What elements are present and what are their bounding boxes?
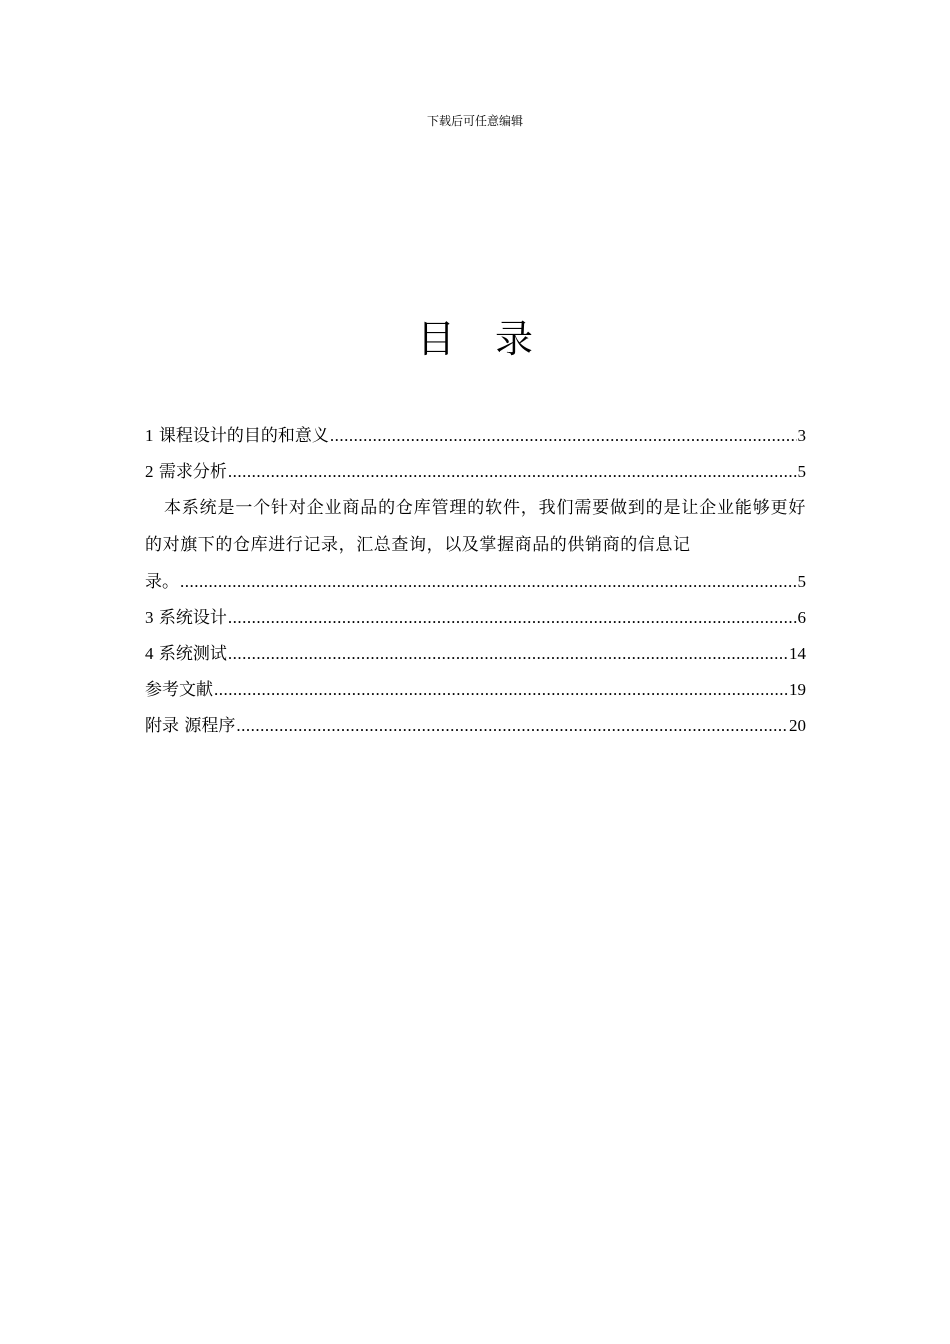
toc-entry-page: 3 (797, 426, 806, 445)
toc-leader-dots (228, 600, 797, 636)
toc-entry-number: 4 (145, 644, 154, 663)
toc-entry-label (145, 454, 227, 490)
toc-entry-text: 参考文献 (145, 680, 213, 700)
toc-entry-4[interactable] (145, 636, 806, 672)
toc-entry-text: 系统测试 (158, 644, 227, 664)
toc-entry-label (145, 600, 227, 636)
toc-entry-page: 6 (797, 608, 806, 627)
toc-entry-text: 需求分析 (158, 462, 227, 482)
table-of-contents (145, 418, 806, 744)
toc-leader-dots (228, 636, 788, 672)
toc-entry-page: 19 (789, 680, 806, 699)
toc-entry-number: 1 (145, 426, 154, 445)
header-note: 下载后可任意编辑 (426, 114, 523, 128)
toc-entry-label (145, 636, 227, 672)
toc-entry-3[interactable] (145, 600, 806, 636)
toc-entry-text: 系统设计 (158, 608, 227, 628)
toc-entry-references[interactable] (145, 672, 806, 708)
toc-entry-text: 课程设计的目的和意义 (158, 426, 329, 446)
toc-entry-1[interactable] (145, 418, 806, 454)
toc-paragraph-entry[interactable]: 本系统是一个针对企业商品的仓库管理的软件，我们需要做到的是让企业能够更好的对旗下的仓库进行记录，汇总查询，以及掌握商品的供销商的信息记 (145, 498, 806, 555)
toc-leader-dots (228, 454, 797, 490)
toc-entry-label (145, 418, 329, 454)
toc-entry-number: 3 (145, 608, 154, 627)
toc-entry-page: 14 (789, 644, 806, 663)
toc-entry-text: 附录 源程序 (145, 716, 236, 736)
toc-entry-page: 20 (789, 716, 806, 735)
toc-paragraph-entry-end[interactable] (145, 564, 806, 600)
toc-leader-dots (214, 672, 788, 708)
toc-leader-dots (180, 564, 797, 600)
toc-entry-appendix[interactable] (145, 708, 806, 744)
toc-entry-page: 5 (797, 462, 806, 481)
toc-entry-page: 5 (797, 572, 806, 591)
toc-paragraph-tail: 录。 (145, 572, 179, 592)
toc-leader-dots (330, 418, 797, 454)
toc-title: 目录 (416, 317, 573, 361)
toc-leader-dots (236, 708, 788, 744)
toc-entry-2[interactable] (145, 454, 806, 490)
toc-entry-number: 2 (145, 462, 154, 481)
